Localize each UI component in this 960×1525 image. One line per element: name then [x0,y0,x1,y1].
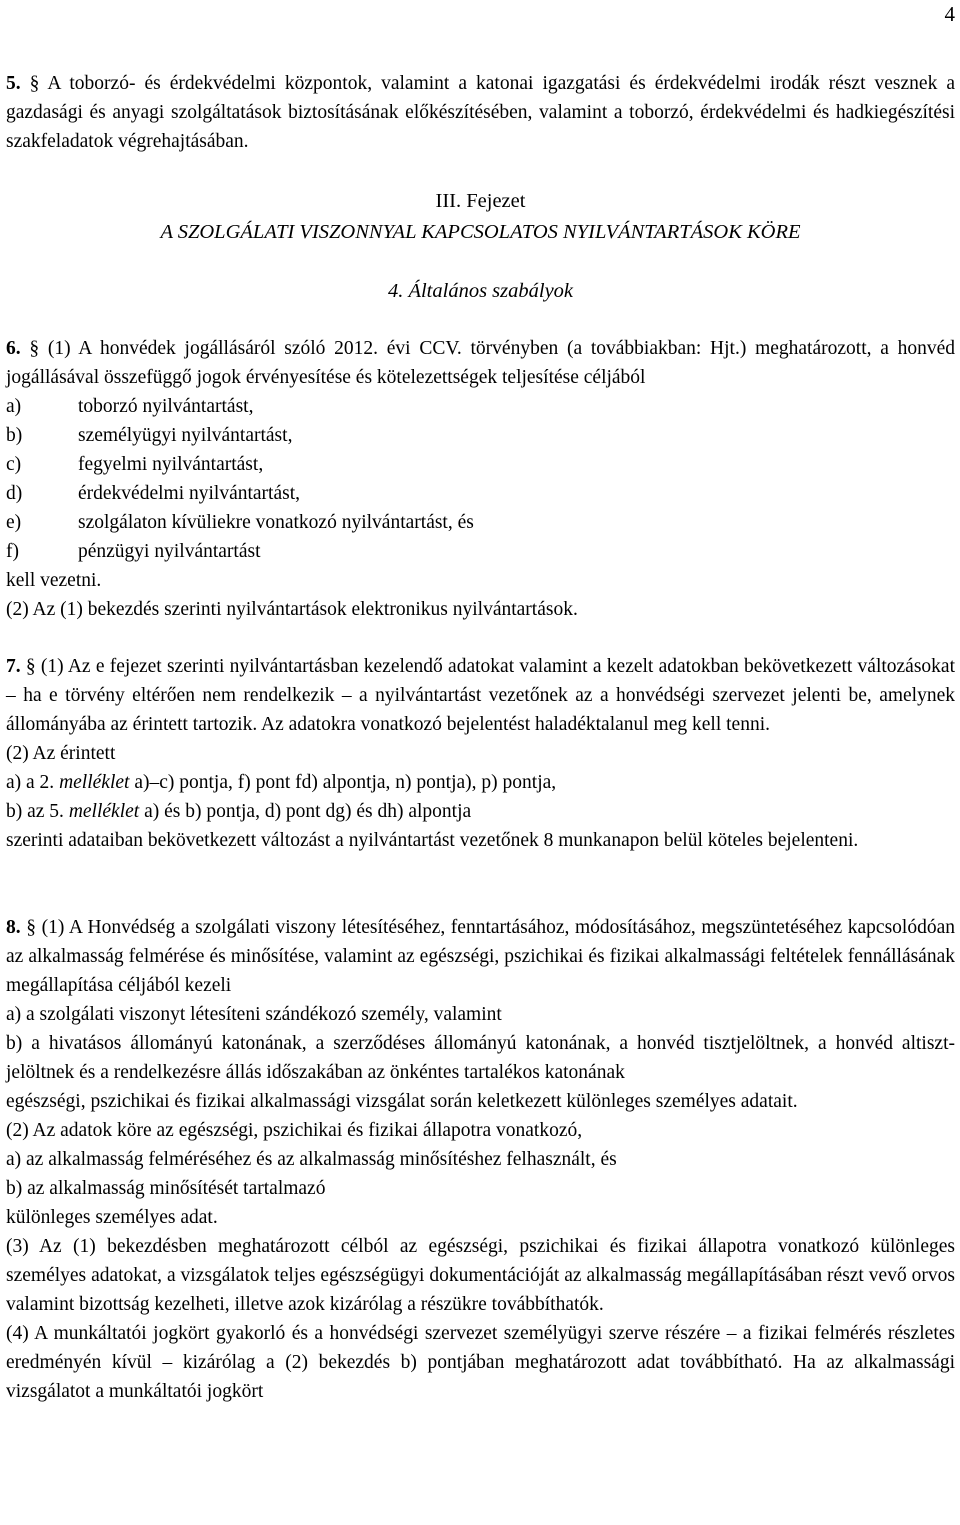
section-number: 6. [6,338,21,359]
section-number: 7. [6,656,21,677]
page-number: 4 [944,2,955,26]
list-item [6,537,955,566]
section-7-para1 [6,652,955,739]
item-b-prefix: b) az 5. [6,801,69,822]
section-8-para3: (3) Az (1) bekezdésben meghatározott célból az egészségi, pszichikai és fizikai állapotra vonatkozó különleges személyes adatokat, a vizsgálatok teljes egészségügyi dokumentációját az alkalmasság megállapításában részt vevő orvos valamint bizottság kezelheti, illetve azok kizárólag a részükre továbbíthatók. [6,1236,955,1315]
section-7 [6,652,955,855]
section-8-para1-text: (1) A Honvédség a szolgálati viszony létesítéséhez, fenntartásához, módosításához, megszüntetéséhez kapcsolódóan az alkalmasság felmérése és minősítése, valamint az egészségi, pszichikai és fizikai alkalmassági feltételek fennállásának megállapítása céljából kezeli [6,917,955,996]
item-label: b) [6,425,23,446]
list-item [6,392,955,421]
item-text: toborzó nyilvántartást, [78,396,254,417]
section-sign-icon: § [25,656,36,677]
chapter-heading [6,187,955,247]
section-8-closing1: egészségi, pszichikai és fizikai alkalmassági vizsgálat során keletkezett különleges személyes adatait. [6,1091,798,1112]
list-item [6,479,955,508]
subtitle [6,277,955,306]
section-5 [6,69,955,156]
section-7-item-a [6,768,955,797]
list-item [6,508,955,537]
item-a-italic: melléklet [59,772,130,793]
section-8-para1 [6,913,955,1000]
item-text: érdekvédelmi nyilvántartást, [78,483,301,504]
chapter-number: III. Fejezet [435,190,526,212]
item-label: a) [6,396,22,417]
section-8-para2-b: b) az alkalmasság minősítését tartalmazó [6,1178,326,1199]
item-b-suffix: a) és b) pontja, d) pont dg) és dh) alpontja [139,801,472,822]
section-6 [6,334,955,624]
section-6-intro [6,334,955,392]
section-subtitle: 4. Általános szabályok [387,280,574,302]
section-6-intro-text: (1) A honvédek jogállásáról szóló 2012. évi CCV. törvényben (a továbbiakban: Hjt.) meghatározott, a honvéd jogállásával összefüggő jogok érvényesítése és kötelezettségek teljesítése céljából [6,338,956,388]
section-7-para2: (2) Az érintett [6,743,116,764]
item-label: d) [6,483,23,504]
section-8-item-b: b) a hivatásos állományú katonának, a szerződéses állományú katonának, a honvéd tisztjelöltnek, a honvéd altiszt-jelöltnek és a rendelkezésre állás időszakában az önkéntes tartalékos katonának [6,1033,955,1083]
section-8-para2-c: különleges személyes adat. [6,1207,218,1228]
section-6-closing: kell vezetni. [6,570,102,591]
section-7-para1-text: (1) Az e fejezet szerinti nyilvántartásban kezelendő adatokat valamint a kezelt adatokban bekövetkezett változásokat – ha e törvény eltérően nem rendelkezik – a nyilvántartást vezetőnek az a honvédségi szervezet jelenti be, amelynek állományába az érintett tartozik. Az adatokra vonatkozó bejelentést haladéktalanul meg kell tenni. [6,656,955,735]
section-6-para2: (2) Az (1) bekezdés szerinti nyilvántartások elektronikus nyilvántartások. [6,599,578,620]
section-7-item-b [6,797,955,826]
section-sign-icon: § [29,73,40,94]
item-label: c) [6,454,22,475]
item-label: f) [6,541,19,562]
section-8-para2: (2) Az adatok köre az egészségi, pszichikai és fizikai állapotra vonatkozó, [6,1120,583,1141]
section-sign-icon: § [29,338,40,359]
item-a-prefix: a) a 2. [6,772,60,793]
chapter-title: A SZOLGÁLATI VISZONNYAL KAPCSOLATOS NYILVÁNTARTÁSOK KÖRE [160,221,801,243]
item-text: pénzügyi nyilvántartást [78,541,261,562]
item-text: szolgálaton kívüliekre vonatkozó nyilvántartást, és [78,512,474,533]
section-sign-icon: § [26,917,36,938]
item-text: személyügyi nyilvántartást, [78,425,293,446]
list-item [6,421,955,450]
item-label: e) [6,512,22,533]
section-8-para4: (4) A munkáltatói jogkört gyakorló és a honvédségi szervezet személyügyi szerve részére – a fizikai felmérés részletes eredményén kívül – kizárólag a (2) bekezdés b) pontjában meghatározott adat továbbítható. Ha az alkalmassági vizsgálatot a munkáltatói jogkört [6,1323,955,1402]
section-8 [6,913,955,1406]
section-number: 8. [6,917,21,938]
section-8-item-a: a) a szolgálati viszonyt létesíteni szándékozó személy, valamint [6,1004,502,1025]
section-5-text [6,69,955,156]
item-a-suffix: a)–c) pontja, f) pont fd) alpontja, n) pontja), p) pontja, [129,772,557,793]
section-7-closing: szerinti adataiban bekövetkezett változást a nyilvántartást vezetőnek 8 munkanapon belül köteles bejelenteni. [6,830,859,851]
item-text: fegyelmi nyilvántartást, [78,454,264,475]
section-number: 5. [6,73,21,94]
section-5-body: A toborzó- és érdekvédelmi központok, valamint a katonai igazgatási és érdekvédelmi irodák részt vesznek a gazdasági és anyagi szolgáltatások biztosításának előkészítésében, valamint a toborzó, érdekvédelmi és hadkiegészítési szakfeladatok végrehajtásában. [6,73,955,152]
list-item [6,450,955,479]
item-b-italic: melléklet [68,801,140,822]
section-8-para2-a: a) az alkalmasság felméréséhez és az alkalmasság minősítéshez felhasznált, és [6,1149,617,1170]
